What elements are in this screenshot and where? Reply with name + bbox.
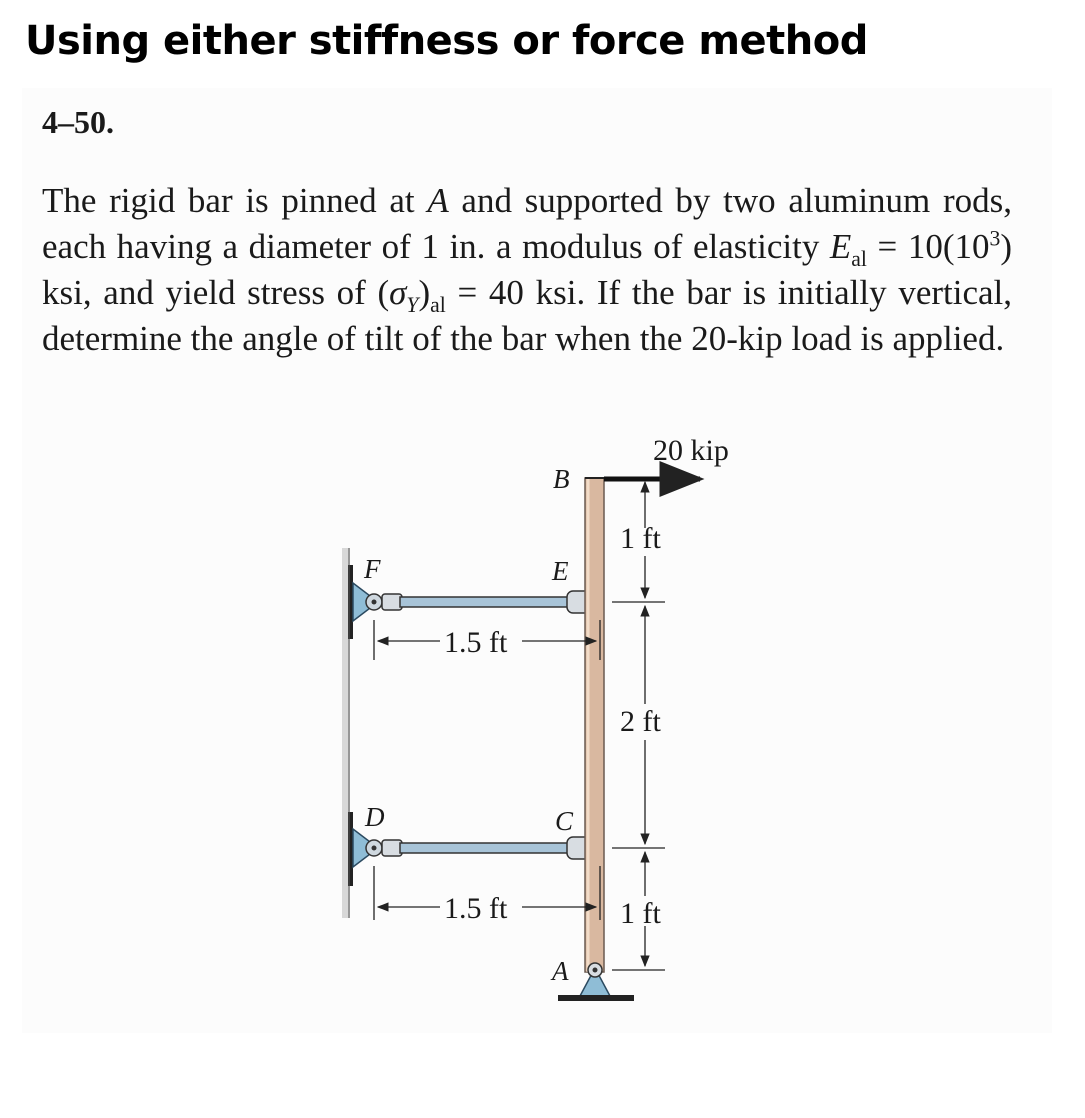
page-heading: Using either stiffness or force method	[25, 18, 868, 64]
point-A-label: A	[552, 956, 569, 986]
point-E-label: E	[552, 556, 569, 586]
rod-FE	[382, 591, 603, 613]
point-F-label: F	[364, 554, 381, 584]
problem-statement: The rigid bar is pinned at A and supported by two aluminum rods, each having a diameter of 1 in. a modulus of elasticity $E_{al} = 10(10^3)$ ksi, and yield stress of $(\sigma_Y)_{al} = 40$ ksi. If the bar is initially vertical, determine the angle of tilt of the bar when the 20-kip load is applied.	[42, 181, 1013, 358]
problem-number: 4–50.	[42, 104, 114, 140]
rod-length-upper-label: 1.5 ft	[444, 626, 508, 659]
rod-length-lower-label: 1.5 ft	[444, 892, 508, 925]
bracket-F	[353, 583, 382, 621]
dim-mid-label: 2 ft	[620, 705, 661, 738]
load-label: 20 kip	[653, 434, 729, 467]
dim-top-label: 1 ft	[620, 522, 661, 555]
wall-support	[342, 548, 353, 918]
bracket-D	[353, 829, 382, 867]
point-B-label: B	[553, 464, 570, 494]
rigid-bar	[585, 478, 604, 972]
dim-bottom-label: 1 ft	[620, 897, 661, 930]
pin-support-A	[558, 963, 634, 1001]
rod-DC	[382, 837, 603, 859]
point-C-label: C	[555, 806, 574, 836]
rod-length-dimensions	[374, 620, 600, 920]
point-D-label: D	[365, 802, 385, 832]
